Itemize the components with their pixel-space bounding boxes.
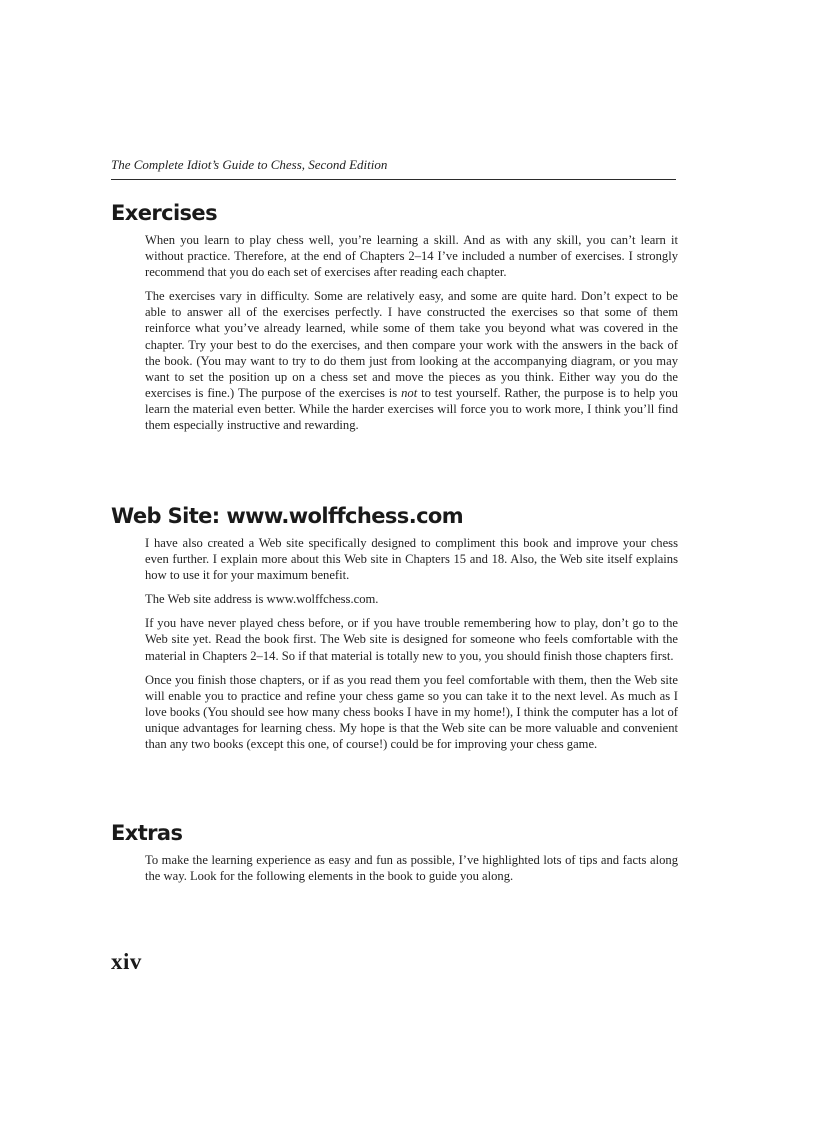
section-body-exercises: [145, 232, 678, 441]
page-number: xiv: [111, 949, 142, 974]
section-heading-exercises: Exercises: [111, 201, 217, 225]
paragraph: The Web site address is www.wolffchess.com.: [145, 592, 379, 607]
paragraph: When you learn to play chess well, you’re learning a skill. And as with any skill, you can’t learn it without practice. Therefore, at the end of Chapters 2–14 I’ve included a number of exercises. I strongly recommend that you do each set of exercises after reading each chapter.: [145, 233, 678, 280]
paragraph-text: to test yourself. Rather, the purpose is to help you learn the material even better. While the harder exercises will force you to work more, I think you’ll find them especially instructive and rewarding.: [145, 385, 678, 433]
paragraph: To make the learning experience as easy and fun as possible, I’ve highlighted lots of tips and facts along the way. Look for the following elements in the book to guide you along.: [145, 853, 678, 884]
section-body-web-site: [145, 535, 678, 760]
paragraph: Once you finish those chapters, or if as you read them you feel comfortable with them, then the Web site will enable you to practice and refine your chess game so you can take it to the next level. As much as I love books (You should see how many chess books I have in my home!), I think the computer has a lot of unique advantages for learning chess. My hope is that the Web site can be more valuable and convenient than any two books (except this one, of course!) could be for improving your chess game.: [145, 672, 678, 752]
section-heading-web-site: Web Site: www.wolffchess.com: [111, 504, 464, 528]
paragraph-with-emphasis: [145, 288, 678, 433]
running-head: [111, 157, 676, 180]
paragraph: I have also created a Web site specifically designed to compliment this book and improve your chess even further. I explain more about this Web site in Chapters 15 and 18. Also, the Web site itself explains how to use it for your maximum benefit.: [145, 536, 678, 583]
section-body-extras: [145, 852, 678, 892]
running-head-title: The Complete Idiot’s Guide to Chess, Second Edition: [111, 157, 388, 172]
section-heading-extras: Extras: [111, 821, 183, 845]
paragraph: If you have never played chess before, or if you have trouble remembering how to play, don’t go to the Web site yet. Read the book first. The Web site is designed for someone who feels comfortable with the material in Chapters 2–14. So if that material is totally new to you, you should finish those chapters first.: [145, 616, 678, 663]
paragraph-text: The exercises vary in difficulty. Some are relatively easy, and some are quite hard. Don’t expect to be able to answer all of the exercises perfectly. I have constructed the exercises so that some of them reinforce what you’ve already learned, while some of them take you beyond what was covered in the chapter. Try your best to do the exercises, and then compare your work with the answers in the back of the book. (You may want to try to do them just from looking at the accompanying diagram, or you may want to set the position up on a chess set and move the pieces as you think. Either way you do the exercises is fine.) The purpose of the exercises is: [145, 289, 678, 400]
emphasis-text: not: [401, 385, 418, 400]
